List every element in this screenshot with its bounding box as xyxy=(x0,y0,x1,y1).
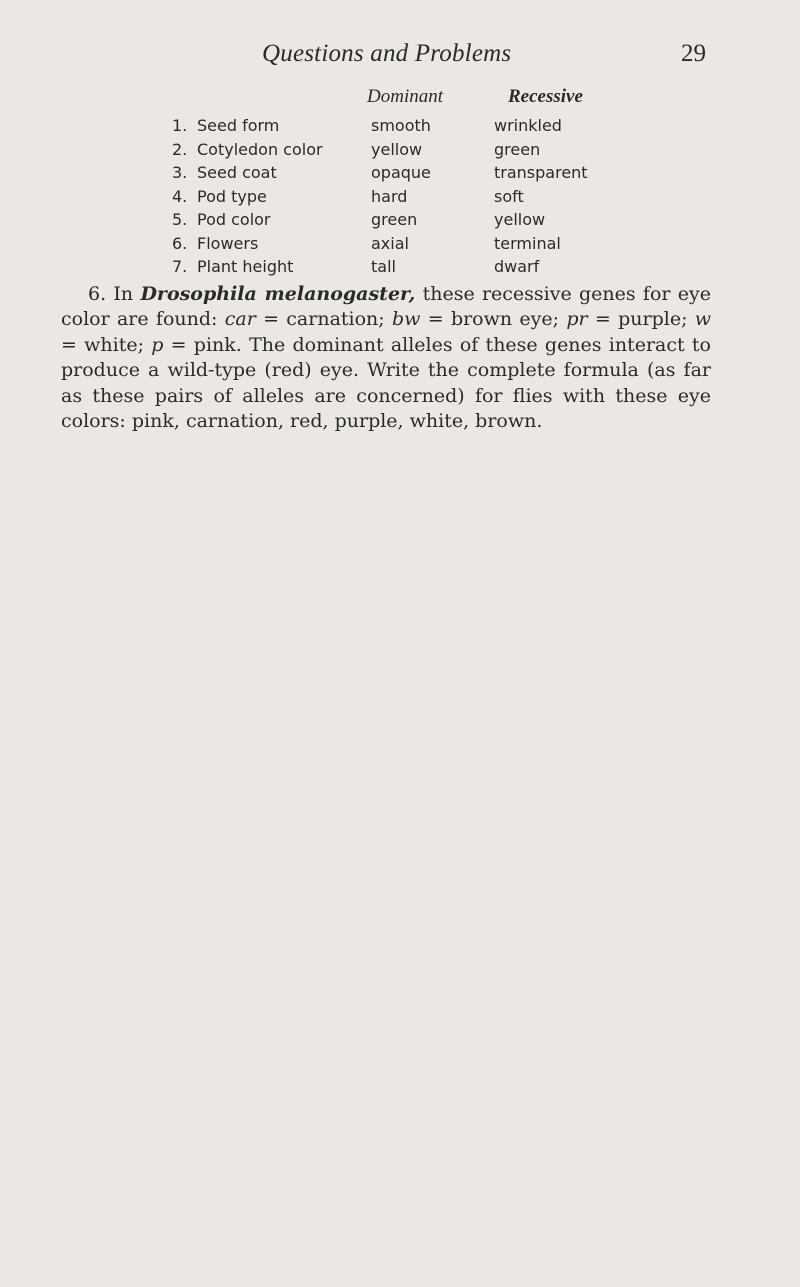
table-row xyxy=(0,257,800,281)
gene-definition-p: = pink. xyxy=(170,333,242,356)
gene-definition-car: = carnation; xyxy=(263,308,385,331)
trait-name: Plant height xyxy=(197,257,294,276)
row-number: 4. xyxy=(172,186,188,206)
gene-symbol-bw: bw xyxy=(392,308,421,331)
gene-definition-bw: = brown eye; xyxy=(427,308,560,331)
recessive-value: dwarf xyxy=(494,257,540,276)
row-number: 3. xyxy=(172,163,188,182)
row-number: 6. xyxy=(172,233,188,253)
gene-symbol-w: w xyxy=(694,308,712,331)
recessive-value: yellow xyxy=(494,210,546,229)
recessive-value: terminal xyxy=(494,233,561,253)
gene-symbol-car: car xyxy=(224,308,256,331)
trait-name: Pod type xyxy=(197,186,267,206)
dominant-value: green xyxy=(371,210,418,229)
dominant-value: axial xyxy=(371,233,409,253)
question-text: these recessive genes for eye color are found: xyxy=(61,283,711,331)
dominant-value: smooth xyxy=(371,116,431,135)
page-number: 29 xyxy=(681,40,706,67)
dominant-value: yellow xyxy=(371,139,423,159)
row-number: 1. xyxy=(172,116,188,135)
trait-name: Flowers xyxy=(197,233,259,253)
table-row xyxy=(0,140,800,164)
row-number: 7. xyxy=(172,257,188,276)
recessive-value: soft xyxy=(494,186,524,206)
question-text: In xyxy=(113,283,134,305)
running-title: Questions and Problems xyxy=(262,40,512,67)
question-number: 6. xyxy=(88,283,107,305)
question-6 xyxy=(61,282,711,434)
gene-symbol-p: p xyxy=(151,333,164,356)
recessive-value: green xyxy=(494,139,541,159)
dominant-value: tall xyxy=(371,257,396,276)
question-paragraph xyxy=(61,282,711,434)
table-row xyxy=(0,187,800,211)
page-header xyxy=(0,40,800,74)
table-row xyxy=(0,163,800,187)
trait-name: Cotyledon color xyxy=(197,139,323,159)
row-number: 2. xyxy=(172,139,188,159)
species-name: Drosophila melanogaster, xyxy=(140,283,416,305)
recessive-value: wrinkled xyxy=(494,116,562,135)
table-row xyxy=(0,116,800,140)
column-header-recessive: Recessive xyxy=(508,86,583,107)
trait-name: Seed form xyxy=(197,116,280,135)
column-header-dominant: Dominant xyxy=(367,86,443,107)
gene-definition-w: = white; xyxy=(61,333,145,356)
gene-definition-pr: = purple; xyxy=(594,308,688,331)
dominant-value: opaque xyxy=(371,163,431,182)
row-number: 5. xyxy=(172,210,188,229)
trait-name: Pod color xyxy=(197,210,271,229)
gene-symbol-pr: pr xyxy=(566,308,588,331)
dominant-value: hard xyxy=(371,186,408,206)
table-row xyxy=(0,210,800,234)
table-row xyxy=(0,234,800,258)
trait-name: Seed coat xyxy=(197,163,277,182)
recessive-value: transparent xyxy=(494,163,588,182)
question-text: The dominant alleles of these genes interact to produce a wild-type (red) eye. Write the complete formula (as far as these pairs of alleles are concerned) for flies with these eye colors: pink, carnation, red, purple, white, brown. xyxy=(61,333,711,433)
